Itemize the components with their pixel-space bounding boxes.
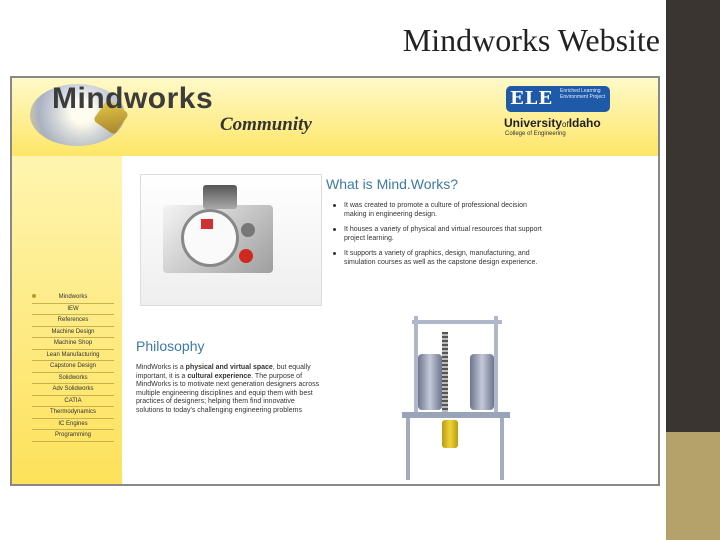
what-is-list [326,202,546,274]
slide-title: Mindworks Website [402,22,660,58]
university-word: University [504,116,563,130]
philosophy-text-part: , but equally important, it is a [136,364,311,380]
university-logo[interactable] [504,116,601,130]
device-red-button [239,249,253,263]
what-is-bullet: It houses a variety of physical and virtual resources that support project learning. [326,226,546,243]
nav-item-catia[interactable]: CATIA [32,396,114,408]
gauge-device-photo [140,174,322,306]
device-knob [241,223,255,237]
rig-cylinder [418,354,442,410]
philosophy-text-part: . The purpose of MindWorks is to motivate next generation designers across multiple engineering disciplines and equip them with best practices of designers; helping them find innovative solutions to today's challenging engineering problems [136,372,320,414]
nav-item-solidworks[interactable]: Solidworks [32,373,114,385]
nav-item-capstone-design[interactable]: Capstone Design [32,361,114,373]
philosophy-heading: Philosophy [136,338,205,354]
nav-item-references[interactable]: References [32,315,114,327]
university-place: Idaho [568,116,601,130]
ele-logo-letters: ELE [510,88,554,109]
philosophy-emphasis: cultural experience [187,372,252,380]
nav-item-ic-engines[interactable]: IC Engines [32,419,114,431]
nav-item-programming[interactable]: Programming [32,430,114,442]
what-is-bullet: It was created to promote a culture of professional decision making in engineering design. [326,202,546,219]
rig-yellow-part [442,420,458,448]
device-top-cylinder [203,185,237,209]
gauge-label [201,219,213,229]
rig-cylinder [470,354,494,410]
decorative-side-accent [666,432,720,540]
rig-leg [406,418,410,480]
nav-item-adv-solidworks[interactable]: Adv Solidworks [32,384,114,396]
rig-table [402,412,510,418]
nav-item-machine-shop[interactable]: Machine Shop [32,338,114,350]
site-logo-subtitle: Community [220,114,312,135]
philosophy-text [136,364,322,416]
rig-rod [494,316,498,412]
nav-item-lean-manufacturing[interactable]: Lean Manufacturing [32,350,114,362]
philosophy-emphasis: physical and virtual space [185,364,273,371]
gauge-dial-icon [181,209,239,267]
college-name: College of Engineering [505,131,566,137]
nav-item-thermodynamics[interactable]: Thermodynamics [32,407,114,419]
sidebar-nav [32,292,114,442]
rig-leg [500,418,504,480]
nav-item-iew[interactable]: IEW [32,304,114,316]
site-logo[interactable]: Mindworks [52,82,214,115]
nav-item-machine-design[interactable]: Machine Design [32,327,114,339]
rig-top-bar [412,320,502,324]
ele-logo[interactable] [506,86,610,112]
ele-logo-tagline: Enriched Learning Environment Project [560,88,606,100]
university-of: of [562,120,569,129]
nav-item-mindworks[interactable]: Mindworks [32,292,114,304]
what-is-heading: What is Mind.Works? [326,176,458,192]
website-screenshot [10,76,660,486]
what-is-bullet: It supports a variety of graphics, design, manufacturing, and simulation courses as well as the capstone design experience. [326,250,546,267]
rig-spring [442,332,448,412]
philosophy-text-part: MindWorks is a [136,364,186,371]
site-header [12,78,660,156]
test-rig-cad-image [400,312,512,482]
